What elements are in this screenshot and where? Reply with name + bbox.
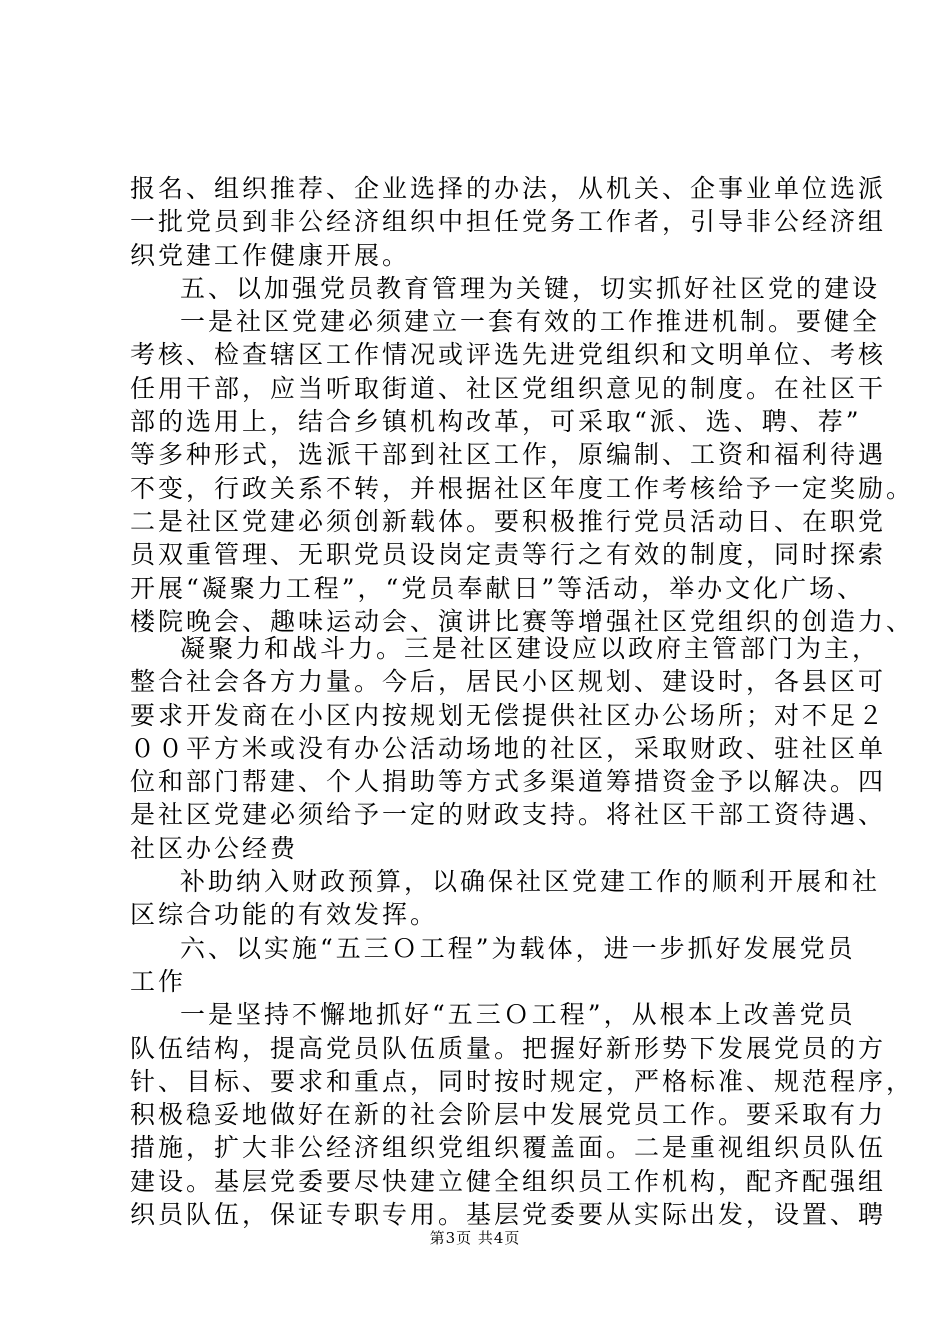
text-line: 织党建工作健康开展。: [130, 240, 411, 270]
text-line: 社区办公经费: [130, 833, 299, 863]
text-line: 一批党员到非公经济组织中担任党务工作者，引导非公经济组: [130, 207, 887, 237]
text-line: 要求开发商在小区内按规划无偿提供社区办公场所；对不足２: [130, 700, 887, 730]
text-line: 楼院晚会、趣味运动会、演讲比赛等增强社区党组织的创造力、: [130, 606, 915, 636]
text-line: 员双重管理、无职党员设岗定责等行之有效的制度，同时探索: [130, 540, 887, 570]
text-line: 一是坚持不懈地抓好“五三Ｏ工程”，从根本上改善党员: [180, 1000, 856, 1030]
text-line: 等多种形式，选派干部到社区工作，原编制、工资和福利待遇: [130, 440, 887, 470]
text-line: 二是社区党建必须创新载体。要积极推行党员活动日、在职党: [130, 506, 887, 536]
text-line: 补助纳入财政预算，以确保社区党建工作的顺利开展和社: [180, 867, 881, 897]
text-line: 考核、检查辖区工作情况或评选先进党组织和文明单位、考核: [130, 340, 887, 370]
text-line: 是社区党建必须给予一定的财政支持。将社区干部工资待遇、: [130, 800, 887, 830]
text-line: 一是社区党建必须建立一套有效的工作推进机制。要健全: [180, 307, 881, 337]
text-line: 报名、组织推荐、企业选择的办法，从机关、企事业单位选派: [130, 174, 887, 203]
text-line: 不变，行政关系不转，并根据社区年度工作考核给予一定奖励。: [130, 473, 915, 503]
text-line: 建设。基层党委要尽快建立健全组织员工作机构，配齐配强组: [130, 1166, 887, 1196]
text-line: 积极稳妥地做好在新的社会阶层中发展党员工作。要采取有力: [130, 1100, 887, 1130]
text-block-lower: [130, 632, 915, 1231]
page-number-footer: 第3页 共4页: [429, 1229, 521, 1247]
text-line: 针、目标、要求和重点，同时按时规定，严格标准、规范程序，: [130, 1066, 915, 1096]
section-heading-six: 六、以实施“五三Ｏ工程”为载体，进一步抓好发展党员: [180, 933, 856, 963]
text-line: 位和部门帮建、个人捐助等方式多渠道筹措资金予以解决。四: [130, 767, 887, 797]
text-line: 部的选用上，结合乡镇机构改革，可采取“派、选、聘、荐”: [130, 407, 862, 437]
text-block-upper: [130, 172, 915, 638]
text-line: 区综合功能的有效发挥。: [130, 900, 439, 930]
text-line: 任用干部，应当听取街道、社区党组织意见的制度。在社区干: [130, 373, 887, 403]
text-line: 织员队伍，保证专职专用。基层党委要从实际出发，设置、聘: [130, 1200, 887, 1230]
text-line: 队伍结构，提高党员队伍质量。把握好新形势下发展党员的方: [130, 1033, 887, 1063]
section-heading-five: 五、以加强党员教育管理为关键，切实抓好社区党的建设: [180, 273, 881, 303]
text-line: 开展“凝聚力工程”，“党员奉献日”等活动，举办文化广场、: [130, 573, 866, 603]
text-line: ００平方米或没有办公活动场地的社区，采取财政、驻社区单: [130, 733, 887, 763]
section-heading-six-cont: 工作: [130, 966, 187, 996]
text-line: 措施，扩大非公经济组织党组织覆盖面。二是重视组织员队伍: [130, 1133, 887, 1163]
text-line: 整合社会各方力量。今后，居民小区规划、建设时，各县区可: [130, 667, 887, 697]
text-line: 凝聚力和战斗力。三是社区建设应以政府主管部门为主，: [180, 634, 881, 663]
